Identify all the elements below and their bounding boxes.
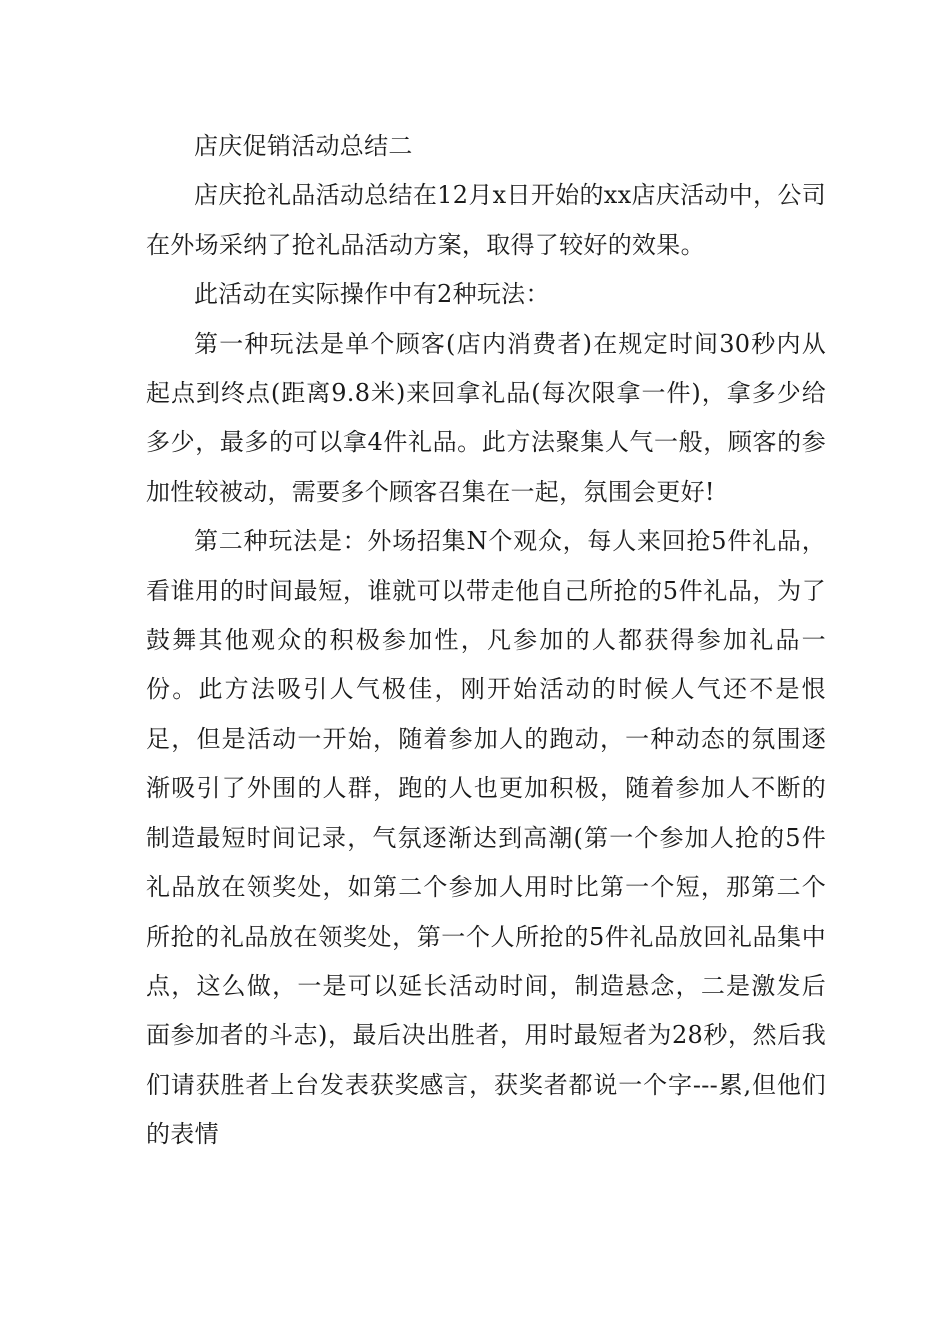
- document-body: [146, 122, 826, 1160]
- paragraph-gameplay-one: 第一种玩法是单个顾客(店内消费者)在规定时间30秒内从起点到终点(距离9.8米)来回拿礼品(每次限拿一件)，拿多少给多少，最多的可以拿4件礼品。此方法聚集人气一般，顾客的参加性较被动，需要多个顾客召集在一起，氛围会更好!: [146, 329, 826, 506]
- paragraph-intro: 店庆抢礼品活动总结在12月x日开始的xx店庆活动中，公司在外场采纳了抢礼品活动方案，取得了较好的效果。: [146, 181, 826, 259]
- paragraph-gameplay-count: 此活动在实际操作中有2种玩法：: [194, 280, 550, 309]
- document-heading: 店庆促销活动总结二: [194, 132, 413, 160]
- paragraph-gameplay-two: 第二种玩法是：外场招集N个观众，每人来回抢5件礼品，看谁用的时间最短，谁就可以带走他自己所抢的5件礼品，为了鼓舞其他观众的积极参加性，凡参加的人都获得参加礼品一份。此方法吸引人气极佳，刚开始活动的时候人气还不是恨足，但是活动一开始，随着参加人的跑动，一种动态的氛围逐渐吸引了外围的人群，跑的人也更加积极，随着参加人不断的制造最短时间记录，气氛逐渐达到高潮(第一个参加人抢的5件礼品放在领奖处，如第二个参加人用时比第一个短，那第二个所抢的礼品放在领奖处，第一个人所抢的5件礼品放回礼品集中点，这么做，一是可以延长活动时间，制造悬念，二是激发后面参加者的斗志)，最后决出胜者，用时最短者为28秒，然后我们请获胜者上台发表获奖感言，获奖者都说一个字---累,但他们的表情: [146, 527, 826, 1149]
